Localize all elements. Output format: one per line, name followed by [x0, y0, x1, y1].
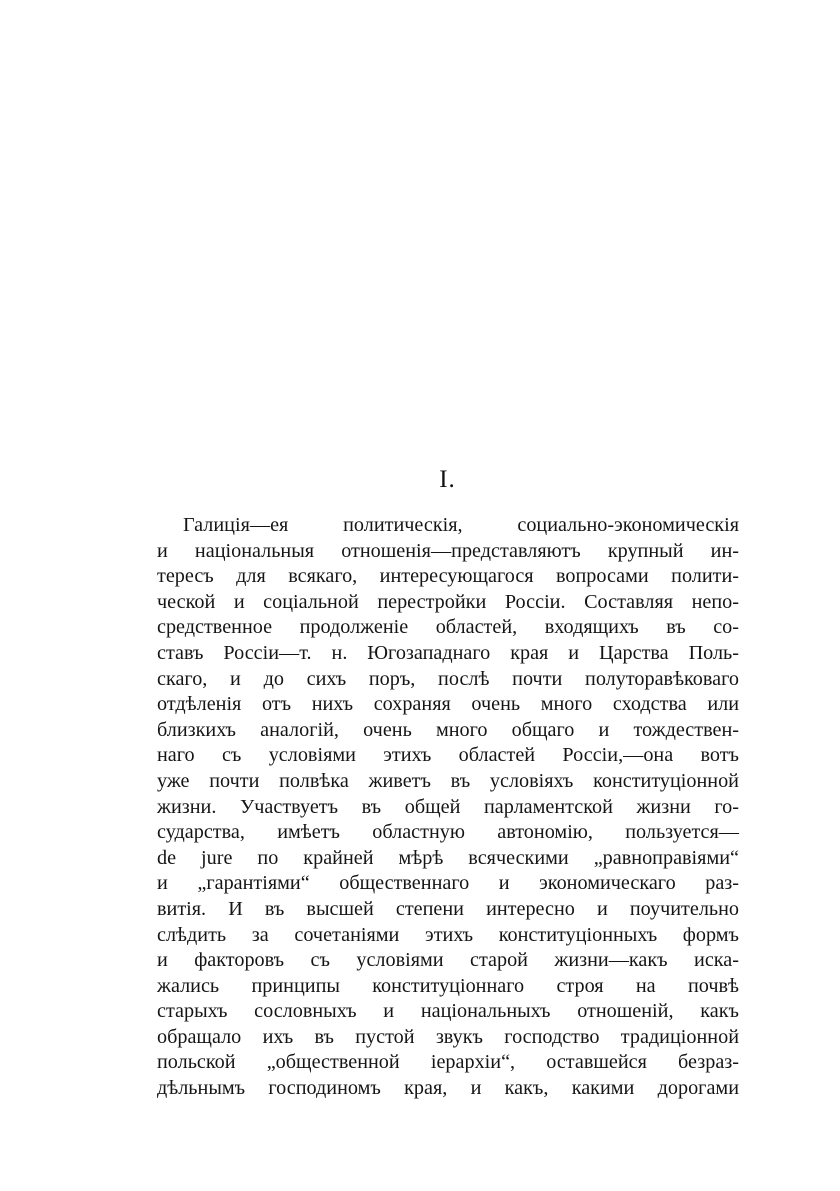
text-line: Галиція—ея политическія, социально-экономическія [183, 514, 739, 536]
text-line: обращало ихъ въ пустой звукъ господство традиціонной [157, 1025, 739, 1048]
text-line: жизни. Участвуетъ въ общей парламентской жизни го- [157, 795, 739, 818]
text-line: уже почти полвѣка живетъ въ условіяхъ конституціонной [157, 769, 739, 792]
text-line: ческой и соціальной перестройки Россіи. Составляя непо- [157, 590, 739, 613]
text-line: средственное продолженіе областей, входящихъ въ со- [157, 616, 739, 639]
text-line: сударства, имѣетъ областную автономію, пользуется— [157, 821, 739, 844]
text-line: витія. И въ высшей степени интересно и поучительно [157, 897, 739, 920]
text-line: и „гарантіями“ общественнаго и экономическаго раз- [157, 872, 739, 895]
text-line: тересъ для всякаго, интересующагося вопросами полити- [157, 565, 739, 588]
text-line: ставъ Россіи—т. н. Югозападнаго края и Царства Поль- [157, 641, 739, 664]
text-line: наго съ условіями этихъ областей Россіи,—она вотъ [157, 744, 739, 767]
text-line: польской „общественной іерархіи“, оставшейся безраз- [157, 1051, 739, 1074]
text-line: близкихъ аналогій, очень много общаго и тождествен- [157, 718, 739, 741]
text-line: de jure по крайней мѣрѣ всяческими „равноправіями“ [157, 846, 739, 869]
text-line: скаго, и до сихъ поръ, послѣ почти полуторавѣковаго [157, 667, 739, 690]
chapter-number: I. [439, 466, 456, 493]
text-line: старыхъ сословныхъ и національныхъ отношеній, какъ [157, 1000, 739, 1023]
text-line: и факторовъ съ условіями старой жизни—какъ иска- [157, 949, 739, 972]
text-line: дѣльнымъ господиномъ края, и какъ, какими дорогами [157, 1077, 739, 1100]
body-paragraph [157, 513, 739, 1102]
text-line: и національныя отношенія—представляютъ крупный ин- [157, 539, 739, 562]
text-line: отдѣленія отъ нихъ сохраняя очень много сходства или [157, 693, 739, 716]
text-line: жались принципы конституціоннаго строя на почвѣ [157, 974, 739, 997]
text-line: слѣдить за сочетаніями этихъ конституціонныхъ формъ [157, 923, 739, 946]
